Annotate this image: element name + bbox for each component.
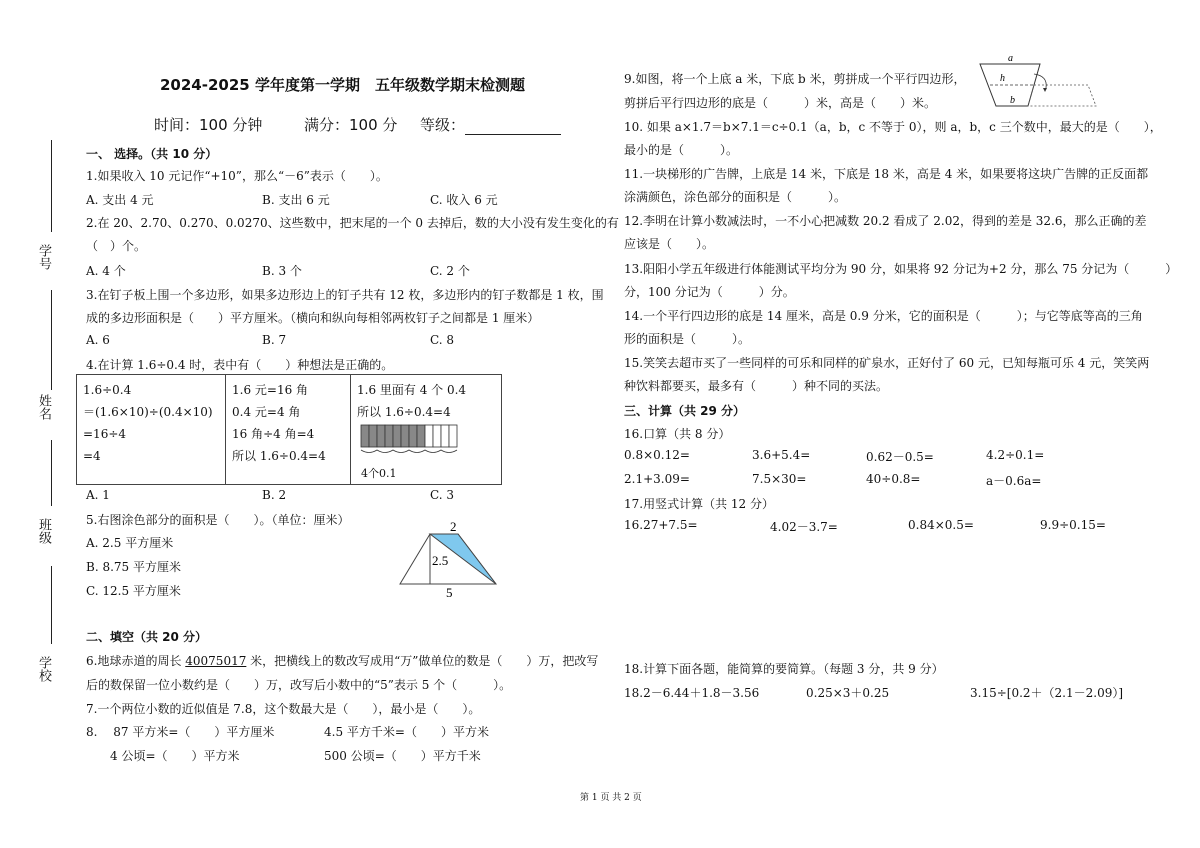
q4-methods-table <box>76 374 502 485</box>
page-title: 2024-2025 学年度第一学期 五年级数学期末检测题 <box>160 76 525 94</box>
q16-item: a－0.6a= <box>986 474 1042 488</box>
q12-text-2: 应该是（ ）。 <box>624 237 715 251</box>
strip-label: 4个0.1 <box>361 467 397 480</box>
q6-text: 6.地球赤道的周长 40075017 米，把横线上的数改写成用“万”做单位的数是（ ）万，把改写 <box>86 654 599 668</box>
exam-grade-label: 等级： <box>420 114 561 135</box>
q16-item: 4.2÷0.1= <box>986 448 1045 462</box>
method-2-line: 所以 1.6÷0.4=4 <box>232 449 326 463</box>
q9-text-2: 剪拼后平行四边形的底是（ ）米，高是（ ）米。 <box>624 96 937 110</box>
q1-option-c[interactable]: C. 收入 6 元 <box>430 193 498 207</box>
q16-item: 40÷0.8= <box>866 472 921 486</box>
q5-text: 5.右图涂色部分的面积是（ ）。（单位：厘米） <box>86 513 350 527</box>
q14-text: 14.一个平行四边形的底是 14 厘米，高是 0.9 分米，它的面积是（ ）；与它等底等高的三角 <box>624 309 1143 323</box>
school-label: 学校 <box>36 656 51 682</box>
decimal-strip-figure <box>357 423 467 461</box>
q12-text: 12.李明在计算小数减法时，一不小心把减数 20.2 看成了 2.02，得到的差是 32.6，那么正确的差 <box>624 214 1147 228</box>
margin-line <box>51 290 52 390</box>
q18-item: 3.15÷[0.2＋（2.1－2.09）] <box>970 686 1124 700</box>
section-2-heading: 二、填空（共 20 分） <box>86 630 208 644</box>
name-label: 姓名 <box>36 394 51 420</box>
q4-option-c[interactable]: C. 3 <box>430 488 455 502</box>
q1-option-a[interactable]: A. 支出 4 元 <box>86 193 154 207</box>
q11-text-2: 涂满颜色，涂色部分的面积是（ ）。 <box>624 190 847 204</box>
method-1-line: ＝(1.6×10)÷(0.4×10) <box>83 405 213 419</box>
q3-option-a[interactable]: A. 6 <box>86 333 110 347</box>
q10-text-2: 最小的是（ ）。 <box>624 143 739 157</box>
q8-item-d: 500 公顷=（ ）平方千米 <box>324 749 481 763</box>
q15-text: 15.笑笑去超市买了一些同样的可乐和同样的矿泉水，正好付了 60 元，已知每瓶可乐 4 元，笑笑两 <box>624 356 1150 370</box>
margin-line <box>51 440 52 506</box>
method-2-line: 16 角÷4 角=4 <box>232 427 315 441</box>
q4-text: 4.在计算 1.6÷0.4 时，表中有（ ）种想法是正确的。 <box>86 358 394 372</box>
q2-text-2: （ ）个。 <box>86 239 147 253</box>
q17-item: 4.02－3.7= <box>770 520 838 534</box>
section-1-heading: 一、 选择。（共 10 分） <box>86 147 218 161</box>
q11-text: 11.一块梯形的广告牌，上底是 14 米，下底是 18 米，高是 4 米，如果要将这块广告牌的正反面都 <box>624 167 1149 181</box>
margin-line <box>51 566 52 644</box>
q9-text: 9.如图，将一个上底 a 米，下底 b 米，剪拼成一个平行四边形， <box>624 72 966 86</box>
method-2-line: 1.6 元=16 角 <box>232 383 309 397</box>
q5-option-a[interactable]: A. 2.5 平方厘米 <box>86 536 174 550</box>
q3-option-c[interactable]: C. 8 <box>430 333 455 347</box>
q8-item-b: 4.5 平方千米=（ ）平方米 <box>324 725 489 739</box>
method-1-line: =4 <box>83 449 101 463</box>
q1-option-b[interactable]: B. 支出 6 元 <box>262 193 330 207</box>
q16-item: 0.62－0.5= <box>866 450 934 464</box>
q13-text: 13.阳阳小学五年级进行体能测试平均分为 90 分，如果将 92 分记为+2 分，那么 75 分记为（ ） <box>624 262 1178 276</box>
q18-title: 18.计算下面各题，能简算的要简算。（每题 3 分，共 9 分） <box>624 662 944 676</box>
grade-field[interactable] <box>465 120 561 135</box>
q2-option-a[interactable]: A. 4 个 <box>86 264 126 278</box>
class-label: 班级 <box>36 518 51 544</box>
q18-item: 18.2－6.44＋1.8－3.56 <box>624 686 760 700</box>
q17-item: 9.9÷0.15= <box>1040 518 1106 532</box>
q5-option-b[interactable]: B. 8.75 平方厘米 <box>86 560 181 574</box>
margin-line <box>51 140 52 232</box>
q17-item: 16.27+7.5= <box>624 518 698 532</box>
method-1-cell <box>77 375 226 485</box>
trap-bottom-label: 5 <box>446 585 453 598</box>
q16-item: 2.1+3.09= <box>624 472 690 486</box>
q15-text-2: 种饮料都要买，最多有（ ）种不同的买法。 <box>624 379 889 393</box>
method-2-line: 0.4 元=4 角 <box>232 405 301 419</box>
student-id-label: 学号 <box>36 244 51 270</box>
fig-a-label: a <box>1008 53 1013 64</box>
method-3-line: 1.6 里面有 4 个 0.4 <box>357 383 467 397</box>
method-1-line: 1.6÷0.4 <box>83 383 132 397</box>
q3-text-2: 成的多边形面积是（ ）平方厘米。（横向和纵向每相邻两枚钉子之间都是 1 厘米） <box>86 311 540 325</box>
trapezoid-figure <box>396 518 506 598</box>
q16-title: 16.口算（共 8 分） <box>624 427 731 441</box>
q5-option-c[interactable]: C. 12.5 平方厘米 <box>86 584 181 598</box>
q4-option-b[interactable]: B. 2 <box>262 488 287 502</box>
q16-item: 7.5×30= <box>752 472 807 486</box>
q17-title: 17.用竖式计算（共 12 分） <box>624 497 774 511</box>
q3-option-b[interactable]: B. 7 <box>262 333 287 347</box>
fig-h-label: h <box>1000 73 1005 84</box>
trap-height-label: 2.5 <box>432 553 449 568</box>
q1-text: 1.如果收入 10 元记作“+10”，那么“－6”表示（ ）。 <box>86 169 388 183</box>
q8-item-c: 4 公顷=（ ）平方米 <box>110 749 240 763</box>
q16-item: 0.8×0.12= <box>624 448 690 462</box>
fig-b-label: b <box>1010 95 1015 106</box>
page-footer: 第 1 页 共 2 页 <box>580 793 642 803</box>
q8-item-a: 8. 87 平方米=（ ）平方厘米 <box>86 725 275 739</box>
q7-text: 7.一个两位小数的近似值是 7.8，这个数最大是（ ），最小是（ ）。 <box>86 702 481 716</box>
q4-option-a[interactable]: A. 1 <box>86 488 110 502</box>
method-2-cell <box>226 375 351 485</box>
q17-item: 0.84×0.5= <box>908 518 974 532</box>
method-3-cell <box>351 375 502 485</box>
q2-option-c[interactable]: C. 2 个 <box>430 264 470 278</box>
cut-trapezoid-figure <box>970 52 1104 112</box>
q3-text: 3.在钉子板上围一个多边形，如果多边形边上的钉子共有 12 枚，多边形内的钉子数都是 1 枚，围 <box>86 288 604 302</box>
q14-text-2: 形的面积是（ ）。 <box>624 332 751 346</box>
q6-number: 40075017 <box>185 654 247 668</box>
q10-text: 10. 如果 a×1.7＝b×7.1＝c÷0.1（a，b，c 不等于 0），则 a，b，c 三个数中，最大的是（ ）， <box>624 120 1162 134</box>
q13-text-2: 分，100 分记为（ ）分。 <box>624 285 795 299</box>
q16-item: 3.6+5.4= <box>752 448 811 462</box>
trap-top-label: 2 <box>450 519 457 534</box>
method-3-line: 所以 1.6÷0.4=4 <box>357 405 451 419</box>
exam-full-score: 满分：100 分 <box>304 116 398 134</box>
q6-text-2: 后的数保留一位小数约是（ ）万，改写后小数中的“5”表示 5 个（ ）。 <box>86 678 512 692</box>
q2-text: 2.在 20、2.70、0.270、0.0270、这些数中，把末尾的一个 0 去掉后，数的大小没有发生变化的有 <box>86 216 619 230</box>
exam-time: 时间：100 分钟 <box>154 116 263 134</box>
q18-item: 0.25×3＋0.25 <box>806 686 890 700</box>
q2-option-b[interactable]: B. 3 个 <box>262 264 302 278</box>
method-1-line: =16÷4 <box>83 427 127 441</box>
section-3-heading: 三、计算（共 29 分） <box>624 404 746 418</box>
